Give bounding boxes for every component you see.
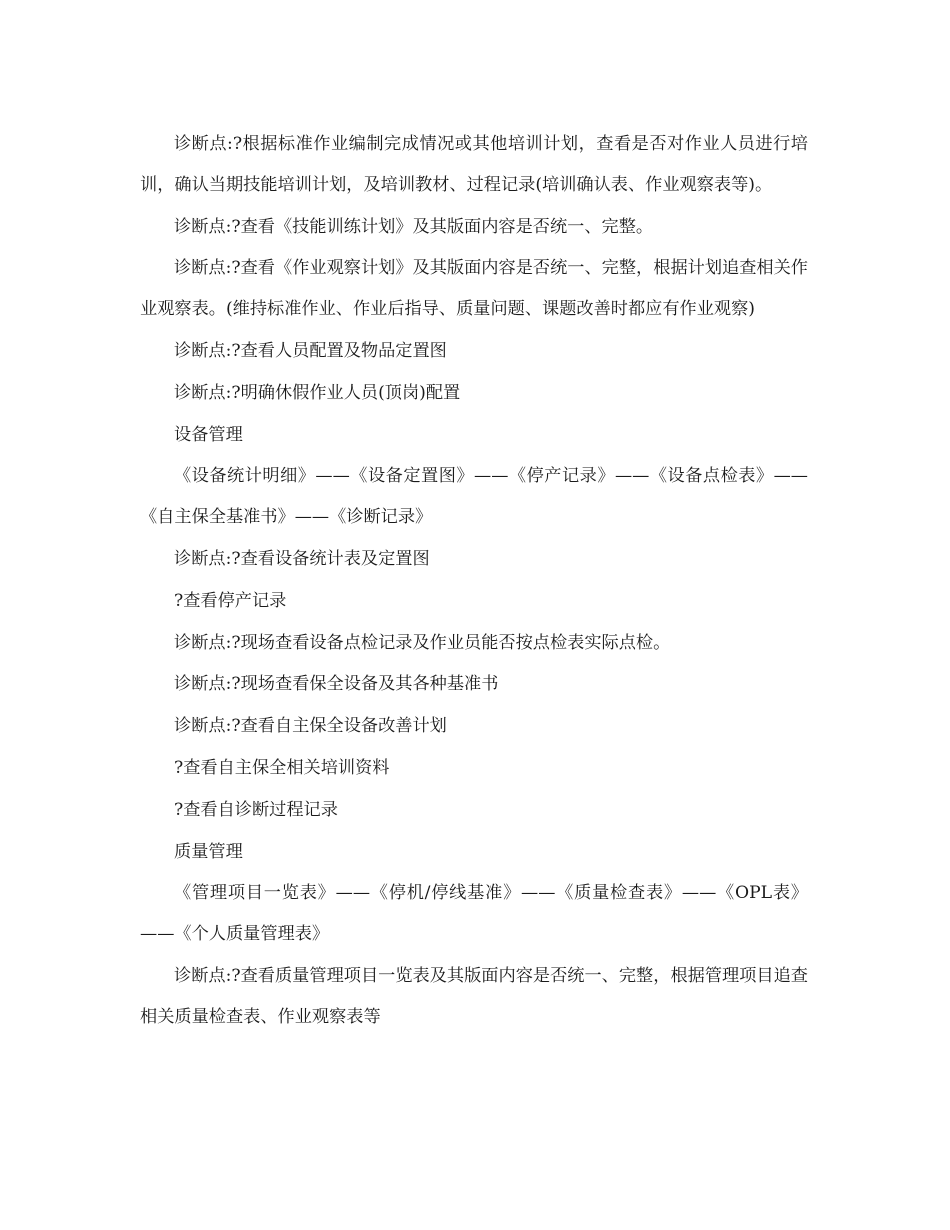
paragraph: 诊断点:?查看《技能训练计划》及其版面内容是否统一、完整。 (174, 216, 654, 237)
section-heading: 质量管理 (174, 841, 243, 862)
document-flow: 《设备统计明细》——《设备定置图》——《停产记录》——《设备点检表》——《自主保全基准书》——《诊断记录》 (140, 466, 808, 528)
document-flow: 《管理项目一览表》——《停机/停线基准》——《质量检查表》——《OPL表》——《个人质量管理表》 (140, 883, 808, 945)
paragraph: ?查看自诊断过程记录 (174, 799, 338, 820)
paragraph: 诊断点:?明确休假作业人员(顶岗)配置 (174, 382, 461, 403)
paragraph: ?查看自主保全相关培训资料 (174, 757, 390, 778)
section-heading: 设备管理 (174, 424, 243, 445)
paragraph: 诊断点:?查看人员配置及物品定置图 (174, 340, 447, 361)
paragraph: 诊断点:?查看质量管理项目一览表及其版面内容是否统一、完整，根据管理项目追查相关质量检查表、作业观察表等 (140, 965, 808, 1027)
paragraph: 诊断点:?根据标准作业编制完成情况或其他培训计划，查看是否对作业人员进行培训，确认当期技能培训计划，及培训教材、过程记录(培训确认表、作业观察表等)。 (140, 134, 808, 195)
paragraph: 诊断点:?现场查看设备点检记录及作业员能否按点检表实际点检。 (174, 632, 671, 653)
document-body (140, 124, 808, 1039)
paragraph: 诊断点:?查看《作业观察计划》及其版面内容是否统一、完整，根据计划追查相关作业观察表。(维持标准作业、作业后指导、质量问题、课题改善时都应有作业观察) (140, 258, 808, 320)
paragraph: ?查看停产记录 (174, 590, 287, 611)
paragraph: 诊断点:?现场查看保全设备及其各种基准书 (174, 674, 499, 695)
paragraph: 诊断点:?查看设备统计表及定置图 (174, 548, 430, 569)
paragraph: 诊断点:?查看自主保全设备改善计划 (174, 716, 447, 737)
